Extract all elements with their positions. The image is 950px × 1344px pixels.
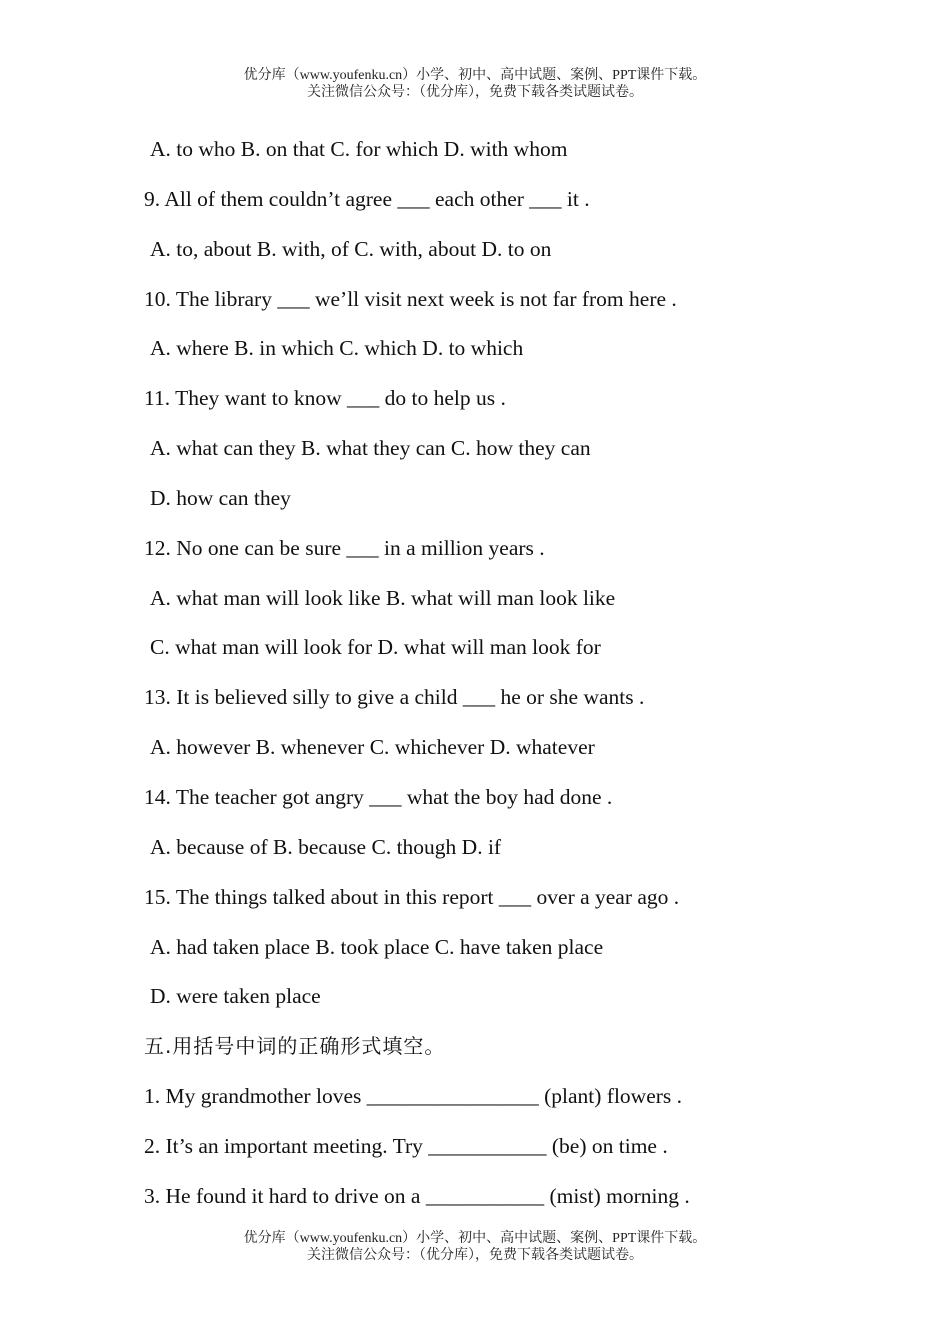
q15-option-d: D. were taken place — [150, 984, 321, 1009]
q13-options: A. however B. whenever C. whichever D. whatever — [150, 735, 595, 760]
question-9: 9. All of them couldn’t agree ___ each other ___ it . — [144, 186, 590, 211]
footer-line-1: 优分库（www.youfenku.cn）小学、初中、高中试题、案例、PPT课件下载。 — [243, 1231, 707, 1246]
page-header — [0, 67, 950, 101]
q10-options: A. where B. in which C. which D. to which — [150, 336, 524, 361]
question-11: 11. They want to know ___ do to help us . — [144, 386, 506, 411]
q12-options-ab: A. what man will look like B. what will man look like — [150, 585, 616, 610]
q12-options-cd: C. what man will look for D. what will man look for — [150, 635, 601, 660]
section-5-title: 五.用括号中词的正确形式填空。 — [144, 1034, 446, 1059]
fill-blank-1: 1. My grandmother loves ________________ (plant) flowers . — [144, 1084, 683, 1109]
fill-blank-2: 2. It’s an important meeting. Try ___________ (be) on time . — [144, 1133, 668, 1158]
footer-line-2: 关注微信公众号：（优分库），免费下载各类试题试卷。 — [307, 1248, 643, 1263]
fill-blank-3: 3. He found it hard to drive on a ___________ (mist) morning . — [144, 1183, 690, 1208]
q11-options-abc: A. what can they B. what they can C. how they can — [150, 436, 591, 461]
question-10: 10. The library ___ we’ll visit next week is not far from here . — [144, 286, 677, 311]
q8-options: A. to who B. on that C. for which D. with whom — [150, 137, 568, 161]
document-body — [144, 131, 844, 1228]
page-footer — [0, 1230, 950, 1264]
header-line-2: 关注微信公众号：（优分库），免费下载各类试题试卷。 — [307, 85, 643, 100]
q15-options-abc: A. had taken place B. took place C. have taken place — [150, 934, 604, 959]
q14-options: A. because of B. because C. though D. if — [150, 834, 502, 859]
question-15: 15. The things talked about in this report ___ over a year ago . — [144, 884, 680, 909]
question-13: 13. It is believed silly to give a child ___ he or she wants . — [144, 685, 645, 710]
q9-options: A. to, about B. with, of C. with, about D. to on — [150, 236, 552, 261]
q11-option-d: D. how can they — [150, 485, 291, 510]
header-line-1: 优分库（www.youfenku.cn）小学、初中、高中试题、案例、PPT课件下载。 — [243, 68, 707, 83]
question-14: 14. The teacher got angry ___ what the boy had done . — [144, 784, 613, 809]
question-12: 12. No one can be sure ___ in a million years . — [144, 535, 545, 560]
